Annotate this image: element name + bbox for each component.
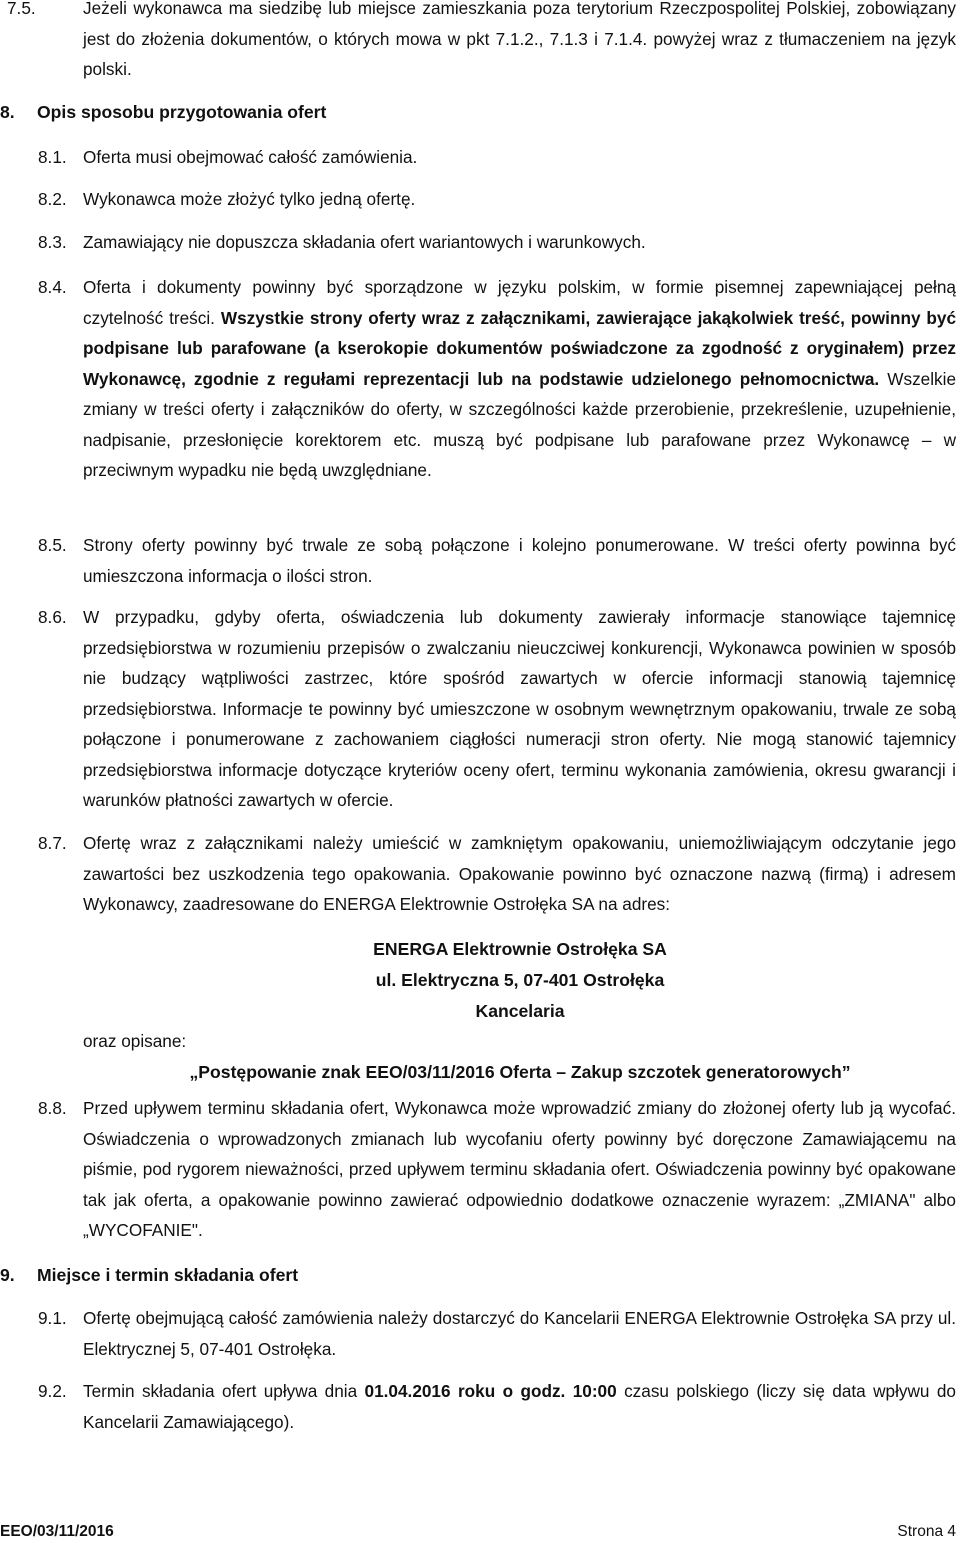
paragraph-8-7 — [38, 828, 956, 920]
paragraph-text-part: czasu polskiego (liczy się data wpływu do Kancelarii Zamawiającego). — [83, 1381, 956, 1432]
paragraph-9-2 — [38, 1376, 956, 1437]
deadline-time: 10:00 — [572, 1381, 617, 1401]
address-street: ul. Elektryczna 5, 07-401 Ostrołęka — [375, 970, 665, 990]
section-9-title: Miejsce i termin składania ofert — [37, 1265, 299, 1285]
paragraph-8-1 — [38, 142, 956, 173]
paragraph-text-bold: Wszystkie strony oferty wraz z załącznikami, zawierające jakąkolwiek treść, powinny być podpisane lub parafowane (a kserokopie dokumentów poświadczone za zgodność z oryginałem) przez Wykonawcę, zgodnie z regułami reprezentacji lub na podstawie udzielonego pełnomocnictwa. — [83, 307, 957, 389]
footer-reference: EEO/03/11/2016 — [0, 1523, 114, 1540]
footer-page-number: Strona 4 — [897, 1523, 956, 1540]
paragraph-text: Strony oferty powinny być trwale ze sobą połączone i kolejno ponumerowane. W treści oferty powinna być umieszczona informacja o ilości stron. — [83, 535, 956, 586]
paragraph-text: W przypadku, gdyby oferta, oświadczenia lub dokumenty zawierały informacje stanowiące tajemnicę przedsiębiorstwa w rozumieniu przepisów o zwalczaniu nieuczciwej konkurencji, Wykonawca powinien w sposób nie budzący wątpliwości zastrzec, które spośród zawartych w ofercie informacji stanowią tajemnicę przedsiębiorstwa. Informacje te powinny być umieszczone w osobnym wewnętrznym opakowaniu, trwale ze sobą połączone i ponumerowane z zachowaniem ciągłości numeracji stron oferty. Nie mogą stanowić tajemnicy przedsiębiorstwa informacje dotyczące kryteriów oceny ofert, terminu wykonania zamówienia, okresu gwarancji i warunków płatności zawartych w ofercie. — [83, 607, 956, 810]
paragraph-8-2 — [38, 184, 956, 215]
paragraph-8-4 — [38, 272, 956, 486]
paragraph-text: Jeżeli wykonawca ma siedzibę lub miejsce zamieszkania poza terytorium Rzeczpospolitej Polskiej, zobowiązany jest do złożenia dokumentów, o których mowa w pkt 7.1.2., 7.1.3 i 7.1.4. powyżej wraz z tłumaczeniem na język polski. — [83, 0, 956, 79]
address-company: ENERGA Elektrownie Ostrołęka SA — [373, 939, 667, 959]
section-8-number: 8. — [0, 102, 15, 122]
paragraph-8-3 — [38, 227, 956, 258]
paragraph-8-5 — [38, 530, 956, 591]
paragraph-text: Wykonawca może złożyć tylko jedną ofertę. — [83, 189, 416, 209]
paragraph-text-part: Oferta i dokumenty powinny być sporządzone w języku polskim, w formie pisemnej zapewniającej pełną czytelność treści. — [83, 277, 956, 328]
paragraph-text: Przed upływem terminu składania ofert, Wykonawca może wprowadzić zmiany do złożonej oferty lub ją wycofać. Oświadczenia o wprowadzonych zmianach lub wycofaniu oferty powinny być doręczone Zamawiającemu na piśmie, pod rygorem nieważności, przed upływem terminu składania ofert. Oświadczenia powinny być opakowane tak jak oferta, a opakowanie powinno zawierać odpowiednio dodatkowe oznaczenie wyrazem: „ZMIANA" albo „WYCOFANIE". — [83, 1098, 956, 1240]
paragraph-number: 8.5. — [38, 535, 67, 555]
paragraph-number: 8.8. — [38, 1098, 67, 1118]
paragraph-number: 8.7. — [38, 833, 67, 853]
paragraph-number: 7.5. — [7, 0, 36, 18]
paragraph-text: Ofertę wraz z załącznikami należy umieścić w zamkniętym opakowaniu, uniemożliwiającym odczytanie jego zawartości bez uszkodzenia tego opakowania. Opakowanie powinno być oznaczone nazwą (firmą) i adresem Wykonawcy, zaadresowane do ENERGA Elektrownie Ostrołęka SA na adres: — [83, 833, 956, 914]
paragraph-7-5 — [0, 0, 956, 85]
paragraph-number: 8.1. — [38, 147, 67, 167]
paragraph-number: 8.3. — [38, 232, 67, 252]
described-label: oraz opisane: — [83, 1031, 187, 1051]
section-8-title: Opis sposobu przygotowania ofert — [37, 102, 327, 122]
address-office: Kancelaria — [475, 1001, 565, 1021]
paragraph-number: 8.6. — [38, 607, 67, 627]
paragraph-number: 8.2. — [38, 189, 67, 209]
envelope-label: „Postępowanie znak EEO/03/11/2016 Oferta – Zakup szczotek generatorowych” — [189, 1062, 851, 1082]
paragraph-9-1 — [38, 1303, 956, 1364]
paragraph-text: Ofertę obejmującą całość zamówienia należy dostarczyć do Kancelarii ENERGA Elektrownie Ostrołęka SA przy ul. Elektrycznej 5, 07-401 Ostrołęka. — [83, 1308, 956, 1359]
paragraph-8-6 — [38, 602, 956, 816]
paragraph-number: 9.1. — [38, 1308, 67, 1328]
deadline-date: 01.04.2016 roku o godz. — [364, 1381, 566, 1401]
section-9-number: 9. — [0, 1265, 15, 1285]
paragraph-text — [83, 272, 956, 486]
paragraph-text-part: Termin składania ofert upływa dnia — [83, 1381, 358, 1401]
paragraph-number: 8.4. — [38, 277, 67, 297]
paragraph-text: Zamawiający nie dopuszcza składania ofert wariantowych i warunkowych. — [83, 232, 646, 252]
paragraph-text: Oferta musi obejmować całość zamówienia. — [83, 147, 418, 167]
paragraph-8-8 — [38, 1093, 956, 1246]
paragraph-text — [83, 1376, 956, 1437]
paragraph-text-part: Wszelkie zmiany w treści oferty i załączników do oferty, w szczególności każde przerobienie, przekreślenie, uzupełnienie, nadpisanie, przesłonięcie korektorem etc. muszą być podpisane lub parafowane przez Wykonawcę – w przeciwnym wypadku nie będą uwzględniane. — [83, 368, 957, 480]
paragraph-number: 9.2. — [38, 1381, 67, 1401]
